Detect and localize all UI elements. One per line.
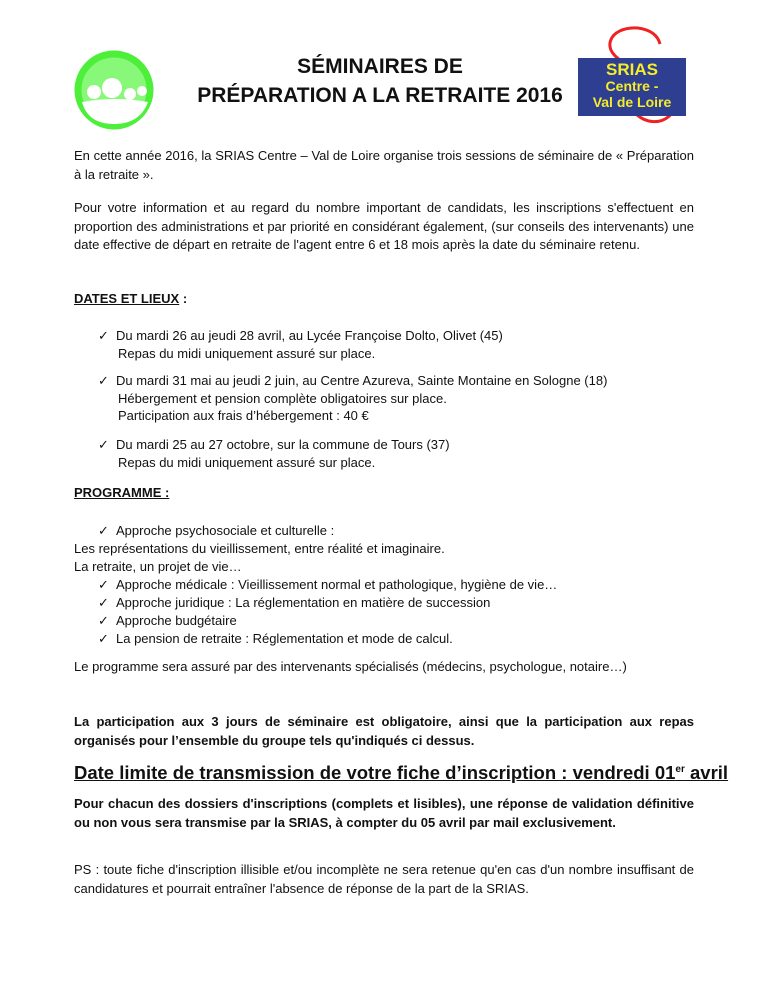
dates-heading (74, 291, 187, 306)
logo-srias: SRIAS (606, 60, 658, 79)
programme-item: Approche juridique : La réglementation en matière de succession (116, 595, 491, 610)
check-icon: ✓ (98, 523, 109, 538)
group-people-logo-icon (74, 50, 154, 130)
check-icon: ✓ (98, 613, 109, 628)
date-item-detail: Participation aux frais d’hébergement : 40 € (118, 408, 369, 423)
check-icon: ✓ (98, 437, 109, 452)
programme-item: Approche psychosociale et culturelle : (116, 523, 335, 538)
deadline-sup: er (675, 763, 685, 775)
dates-heading-text: DATES ET LIEUX (74, 291, 180, 306)
programme-heading: PROGRAMME : (74, 485, 170, 500)
programme-item: Approche budgétaire (116, 613, 237, 628)
date-item-3 (98, 436, 450, 471)
date-item-detail: Repas du midi uniquement assuré sur place. (118, 345, 376, 361)
programme-line: La retraite, un projet de vie… (74, 559, 242, 574)
date-item-detail: Repas du midi uniquement assuré sur place. (118, 454, 376, 470)
programme-line: Les représentations du vieillissement, entre réalité et imaginaire. (74, 541, 445, 556)
deadline-text: Date limite de transmission de votre fiche d’inscription : vendredi 01 (74, 762, 676, 783)
check-icon: ✓ (98, 577, 109, 592)
check-icon: ✓ (98, 373, 109, 388)
programme-item: La pension de retraite : Réglementation et mode de calcul. (116, 631, 453, 646)
title-line-2: PRÉPARATION A LA RETRAITE 2016 (197, 84, 563, 107)
check-icon: ✓ (98, 595, 109, 610)
date-item-detail: Hébergement et pension complète obligatoires sur place. (118, 390, 447, 406)
response-paragraph: Pour chacun des dossiers d'inscriptions (complets et lisibles), une réponse de validation définitive ou non vous sera transmise par la SRIAS, à compter du 05 avril par mail exclusivement. (74, 796, 694, 830)
info-paragraph: Pour votre information et au regard du nombre important de candidats, les inscriptions s'effectuent en proportion des administrations et par priorité en considérant également, (sur conseils des intervenants) une date effective de départ en retraite de l'agent entre 6 et 18 mois après la date du séminaire retenu. (74, 200, 694, 252)
logo-centre: Centre - (605, 78, 659, 94)
programme-list (74, 522, 557, 648)
srias-logo (578, 22, 688, 134)
date-item-text: Du mardi 26 au jeudi 28 avril, au Lycée Françoise Dolto, Olivet (45) (116, 328, 503, 343)
date-item-1 (98, 327, 503, 362)
date-item-text: Du mardi 25 au 27 octobre, sur la commune de Tours (37) (116, 437, 450, 452)
date-item-text: Du mardi 31 mai au jeudi 2 juin, au Centre Azureva, Sainte Montaine en Sologne (18) (116, 373, 608, 388)
programme-note: Le programme sera assuré par des intervenants spécialisés (médecins, psychologue, notaire…) (74, 659, 627, 674)
title-line-1: SÉMINAIRES DE (297, 55, 463, 78)
check-icon: ✓ (98, 631, 109, 646)
deadline-end: avril (684, 762, 729, 783)
participation-paragraph: La participation aux 3 jours de séminaire est obligatoire, ainsi que la participation aux repas organisés pour l’ensemble du groupe tels qu'indiqués ci dessus. (74, 714, 694, 748)
date-item-2 (98, 372, 607, 425)
check-icon: ✓ (98, 328, 109, 343)
programme-item: Approche médicale : Vieillissement normal et pathologique, hygiène de vie… (116, 577, 558, 592)
page-title (150, 52, 610, 110)
ps-paragraph: PS : toute fiche d'inscription illisible et/ou incomplète ne sera retenue qu'en cas d'un nombre insuffisant de candidatures et pourrait entraîner l'absence de réponse de la part de la SRIAS. (74, 862, 694, 896)
dates-colon: : (179, 291, 188, 306)
logo-val-de-loire: Val de Loire (592, 94, 672, 110)
intro-paragraph: En cette année 2016, la SRIAS Centre – Val de Loire organise trois sessions de séminaire de « Préparation à la retraite ». (74, 148, 694, 182)
deadline-heading (74, 762, 729, 784)
